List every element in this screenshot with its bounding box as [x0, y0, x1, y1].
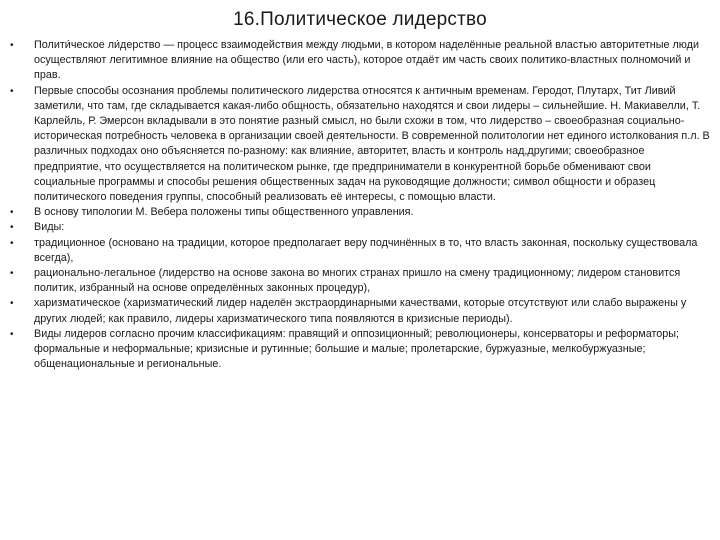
bullet-item-rational-legal	[10, 266, 712, 296]
bullet-marker: •	[10, 40, 14, 51]
bullet-item-other-classifications	[10, 327, 712, 373]
bullet-list	[10, 38, 712, 372]
bullet-text: традиционное (основано на традиции, которое предполагает веру подчинённых в то, что власть законная, поскольку существовала всегда),	[34, 236, 698, 264]
slide-title: 16.Политическое лидерство	[233, 9, 487, 30]
bullet-text: Виды лидеров согласно прочим классификациям: правящий и оппозиционный; революционеры, консерваторы и реформаторы; формальные и неформальные; кризисные и рутинные; большие и малые; пролетарские, буржуазные, мелкобуржуазные; общенациональные и региональные.	[34, 327, 680, 371]
bullet-item-types-heading	[10, 220, 712, 235]
bullet-text: Виды:	[34, 221, 65, 234]
bullet-marker: •	[10, 207, 14, 219]
bullet-marker: •	[10, 268, 14, 280]
bullet-item-traditional	[10, 236, 712, 266]
bullet-marker: •	[10, 298, 14, 310]
bullet-text: Первые способы осознания проблемы политического лидерства относятся к античным временам. Геродот, Плутарх, Тит Ливий заметили, что там, где складывается какая-либо общность, обязательно находятся и свои лидеры – сильнейшие. Н. Макиавелли, Т. Карлейль, Р. Эмерсон вкладывали в это понятие разный смысл, но были схожи в том, что лидерство – своеобразная социально-историческая потребность человека в организации своей деятельности. В современной политологии нет единого истолкования п.л. В различных подходах оно объясняется по-разному: как влияние, авторитет, власть и контроль над,другими; своеобразное предприятие, что осуществляется на политическом рынке, где предприниматели в конкурентной борьбе обменивают свои социальные программы и способы решения общественных задач на руководящие должности; символ общности и образец политического поведения группы, способный реализовать её интересы, с помощью власти.	[34, 84, 710, 204]
bullet-text: В основу типологии М. Вебера положены типы общественного управления.	[34, 206, 414, 219]
bullet-item-weber-typology	[10, 205, 712, 220]
bullet-text: Полити́ческое ли́дерство — процесс взаимодействия между людьми, в котором наделённые реальной властью авторитетные люди осуществляют легитимное влияние на общество (или его часть), которое отдаёт им часть своих политико-властных полномочий и прав.	[34, 39, 699, 82]
bullet-text: рационально-легальное (лидерство на основе закона во многих странах пришло на смену традиционному; лидером становится политик, избранный на основе определённых законных процедур),	[34, 267, 681, 295]
bullet-text: харизматическое (харизматический лидер наделён экстраординарными качествами, которые отсутствуют или слабо выражены у других людей; как правило, лидеры харизматического типа появляются в кризисные периоды).	[34, 297, 687, 325]
bullet-marker: •	[10, 85, 14, 97]
bullet-item-definition	[10, 38, 712, 84]
bullet-marker: •	[10, 328, 14, 340]
bullet-item-charismatic	[10, 296, 712, 326]
bullet-marker: •	[10, 237, 14, 249]
bullet-marker: •	[10, 222, 14, 234]
bullet-item-history	[10, 84, 712, 206]
